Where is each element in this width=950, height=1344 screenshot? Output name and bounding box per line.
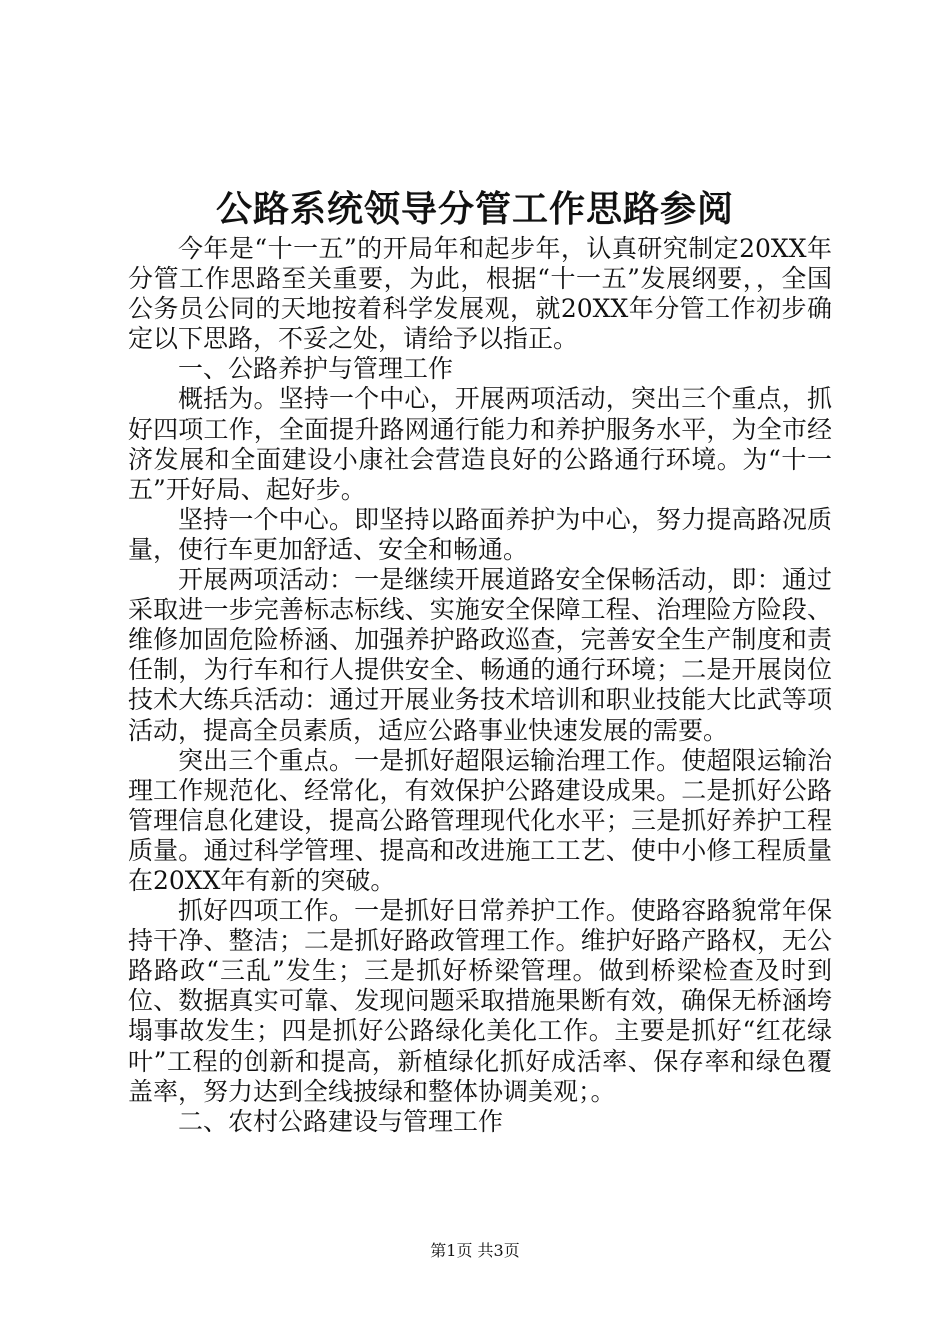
paragraph-intro: 今年是“十一五”的开局年和起步年，认真研究制定20XX年分管工作思路至关重要，为此，根据“十一五”发展纲要，，全国公务员公同的天地按着科学发展观，就20XX年分管工作初步确定以下思路，不妥之处，请给予以指正。 [128, 234, 832, 354]
paragraph-summary: 概括为。坚持一个中心，开展两项活动，突出三个重点，抓好四项工作，全面提升路网通行能力和养护服务水平，为全市经济发展和全面建设小康社会营造良好的公路通行环境。为“十一五”开好局、起好步。 [128, 384, 832, 504]
paragraph-three-focuses: 突出三个重点。一是抓好超限运输治理工作。使超限运输治理工作规范化、经常化，有效保护公路建设成果。二是抓好公路管理信息化建设，提高公路管理现代化水平；三是抓好养护工程质量。通过科学管理、提高和改进施工工艺、使中小修工程质量在20XX年有新的突破。 [128, 745, 832, 895]
page-number-footer: 第1页 共3页 [430, 1241, 520, 1260]
section-heading-2: 二、农村公路建设与管理工作 [178, 1106, 504, 1136]
paragraph-four-tasks: 抓好四项工作。一是抓好日常养护工作。使路容路貌常年保持干净、整洁；二是抓好路政管理工作。维护好路产路权，无公路路政“三乱”发生；三是抓好桥梁管理。做到桥梁检查及时到位、数据真实可靠、发现问题采取措施果断有效，确保无桥涵垮塌事故发生；四是抓好公路绿化美化工作。主要是抓好“红花绿叶”工程的创新和提高，新植绿化抓好成活率、保存率和绿色覆盖率，努力达到全线披绿和整体协调美观；。 [128, 896, 832, 1106]
section-heading-1: 一、公路养护与管理工作 [178, 354, 454, 384]
document-title: 公路系统领导分管工作思路参阅 [215, 188, 734, 230]
document-body [128, 234, 832, 1137]
paragraph-one-center: 坚持一个中心。即坚持以路面养护为中心，努力提高路况质量，使行车更加舒适、安全和畅通。 [128, 504, 832, 564]
paragraph-two-activities: 开展两项活动：一是继续开展道路安全保畅活动，即：通过采取进一步完善标志标线、实施安全保障工程、治理险方险段、维修加固危险桥涵、加强养护路政巡查，完善安全生产制度和责任制，为行车和行人提供安全、畅通的通行环境；二是开展岗位技术大练兵活动：通过开展业务技术培训和职业技能大比武等项活动，提高全员素质，适应公路事业快速发展的需要。 [128, 565, 832, 745]
